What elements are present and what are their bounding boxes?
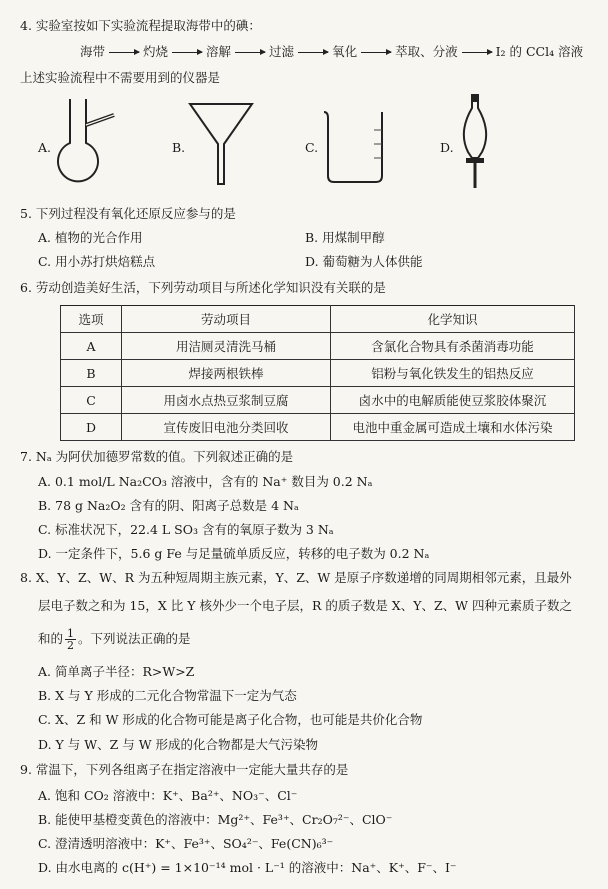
table-cell: 用洁厕灵清洗马桶: [122, 333, 331, 360]
table-cell: 卤水中的电解质能使豆浆胶体聚沉: [331, 387, 575, 414]
fraction-denominator: 2: [67, 639, 75, 652]
fraction-numerator: 1: [67, 627, 75, 640]
q9-stem: 9. 常温下，下列各组离子在指定溶液中一定能大量共存的是: [20, 762, 349, 777]
col-header-chemistry: 化学知识: [331, 306, 575, 333]
q4-option-b-label: B.: [172, 140, 186, 155]
q8-option-b: B. X 与 Y 形成的二元化合物常温下一定为气态: [38, 688, 297, 703]
table-row: [61, 360, 575, 387]
flow-step: 灼烧: [143, 44, 169, 59]
q9-option-b: B. 能使甲基橙变黄色的溶液中：Mg²⁺、Fe³⁺、Cr₂O₇²⁻、ClO⁻: [38, 812, 393, 827]
flow-step: I₂ 的 CCl₄ 溶液: [495, 44, 584, 59]
table-header-row: [61, 306, 575, 333]
flow-step: 萃取、分液: [395, 44, 458, 59]
flow-step: 过滤: [269, 44, 295, 59]
table-cell: A: [61, 333, 122, 360]
table-cell: D: [61, 414, 122, 441]
q4-stem: 4. 实验室按如下实验流程提取海带中的碘：: [20, 18, 261, 33]
q4-option-a-label: A.: [38, 140, 52, 155]
col-header-option: 选项: [61, 306, 122, 333]
table-cell: 焊接两根铁棒: [122, 360, 331, 387]
q7-option-a: A. 0.1 mol/L Na₂CO₃ 溶液中，含有的 Na⁺ 数目为 0.2 Nₐ: [38, 474, 373, 489]
table-cell: 含氯化合物具有杀菌消毒功能: [331, 333, 575, 360]
q7-option-b: B. 78 g Na₂O₂ 含有的阴、阳离子总数是 4 Nₐ: [38, 498, 299, 513]
beaker-icon: [320, 108, 390, 186]
flow-step: 溶解: [206, 44, 232, 59]
flow-step: 氧化: [332, 44, 358, 59]
separatory-funnel-icon: [450, 92, 500, 192]
q8-line-1: 8. X、Y、Z、W、R 为五种短周期主族元素，Y、Z、W 是原子序数递增的同周期相邻元素，且最外: [20, 570, 572, 585]
flow-arrow: [172, 52, 202, 53]
flow-arrow: [361, 52, 391, 53]
q7-option-c: C. 标准状况下，22.4 L SO₃ 含有的氧原子数为 3 Nₐ: [38, 522, 334, 537]
flow-arrow: [298, 52, 328, 53]
q8-line-3: [38, 626, 191, 652]
table-cell: 铝粉与氧化铁发生的铝热反应: [331, 360, 575, 387]
table-cell: 用卤水点热豆浆制豆腐: [122, 387, 331, 414]
q8-line-3-pre: 和的: [38, 631, 64, 646]
table-cell: 宣传废旧电池分类回收: [122, 414, 331, 441]
fraction: [65, 628, 76, 651]
q9-option-a: A. 饱和 CO₂ 溶液中：K⁺、Ba²⁺、NO₃⁻、Cl⁻: [38, 788, 298, 803]
q8-line-2: 层电子数之和为 15，X 比 Y 核外少一个电子层，R 的质子数是 X、Y、Z、W 四种元素质子数之: [38, 598, 572, 613]
q5-option-a: A. 植物的光合作用: [38, 230, 143, 245]
q4-option-c-label: C.: [305, 140, 319, 155]
col-header-labor: 劳动项目: [122, 306, 331, 333]
q4-flow-chart: [80, 44, 583, 60]
q5-stem: 5. 下列过程没有氧化还原反应参与的是: [20, 206, 236, 221]
q5-option-c: C. 用小苏打烘焙糕点: [38, 254, 156, 269]
table-cell: 电池中重金属可造成土壤和水体污染: [331, 414, 575, 441]
q8-option-a: A. 简单离子半径：R>W>Z: [38, 664, 195, 679]
table-row: [61, 414, 575, 441]
distillation-flask-icon: [52, 95, 132, 190]
table-row: [61, 387, 575, 414]
q8-line-3-post: 。下列说法正确的是: [78, 631, 191, 646]
q9-option-c: C. 澄清透明溶液中：K⁺、Fe³⁺、SO₄²⁻、Fe(CN)₆³⁻: [38, 836, 334, 851]
q6-stem: 6. 劳动创造美好生活，下列劳动项目与所述化学知识没有关联的是: [20, 280, 386, 295]
q9-option-d: D. 由水电离的 c(H⁺) = 1×10⁻¹⁴ mol · L⁻¹ 的溶液中：Na⁺、K⁺、F⁻、I⁻: [38, 860, 457, 875]
q5-option-d: D. 葡萄糖为人体供能: [305, 254, 423, 269]
q7-stem: 7. Nₐ 为阿伏加德罗常数的值。下列叙述正确的是: [20, 449, 294, 464]
funnel-icon: [186, 100, 256, 190]
q4-option-d-label: D.: [440, 140, 454, 155]
flow-arrow: [462, 52, 492, 53]
q5-option-b: B. 用煤制甲醇: [305, 230, 385, 245]
q8-option-c: C. X、Z 和 W 形成的化合物可能是离子化合物，也可能是共价化合物: [38, 712, 423, 727]
table-cell: C: [61, 387, 122, 414]
q7-option-d: D. 一定条件下，5.6 g Fe 与足量硫单质反应，转移的电子数为 0.2 Nₐ: [38, 546, 430, 561]
q6-table: [60, 305, 575, 441]
q8-option-d: D. Y 与 W、Z 与 W 形成的化合物都是大气污染物: [38, 737, 319, 752]
flow-arrow: [235, 52, 265, 53]
flow-arrow: [109, 52, 139, 53]
table-row: [61, 333, 575, 360]
flow-step: 海带: [80, 44, 106, 59]
q4-question: 上述实验流程中不需要用到的仪器是: [20, 70, 221, 85]
table-cell: B: [61, 360, 122, 387]
